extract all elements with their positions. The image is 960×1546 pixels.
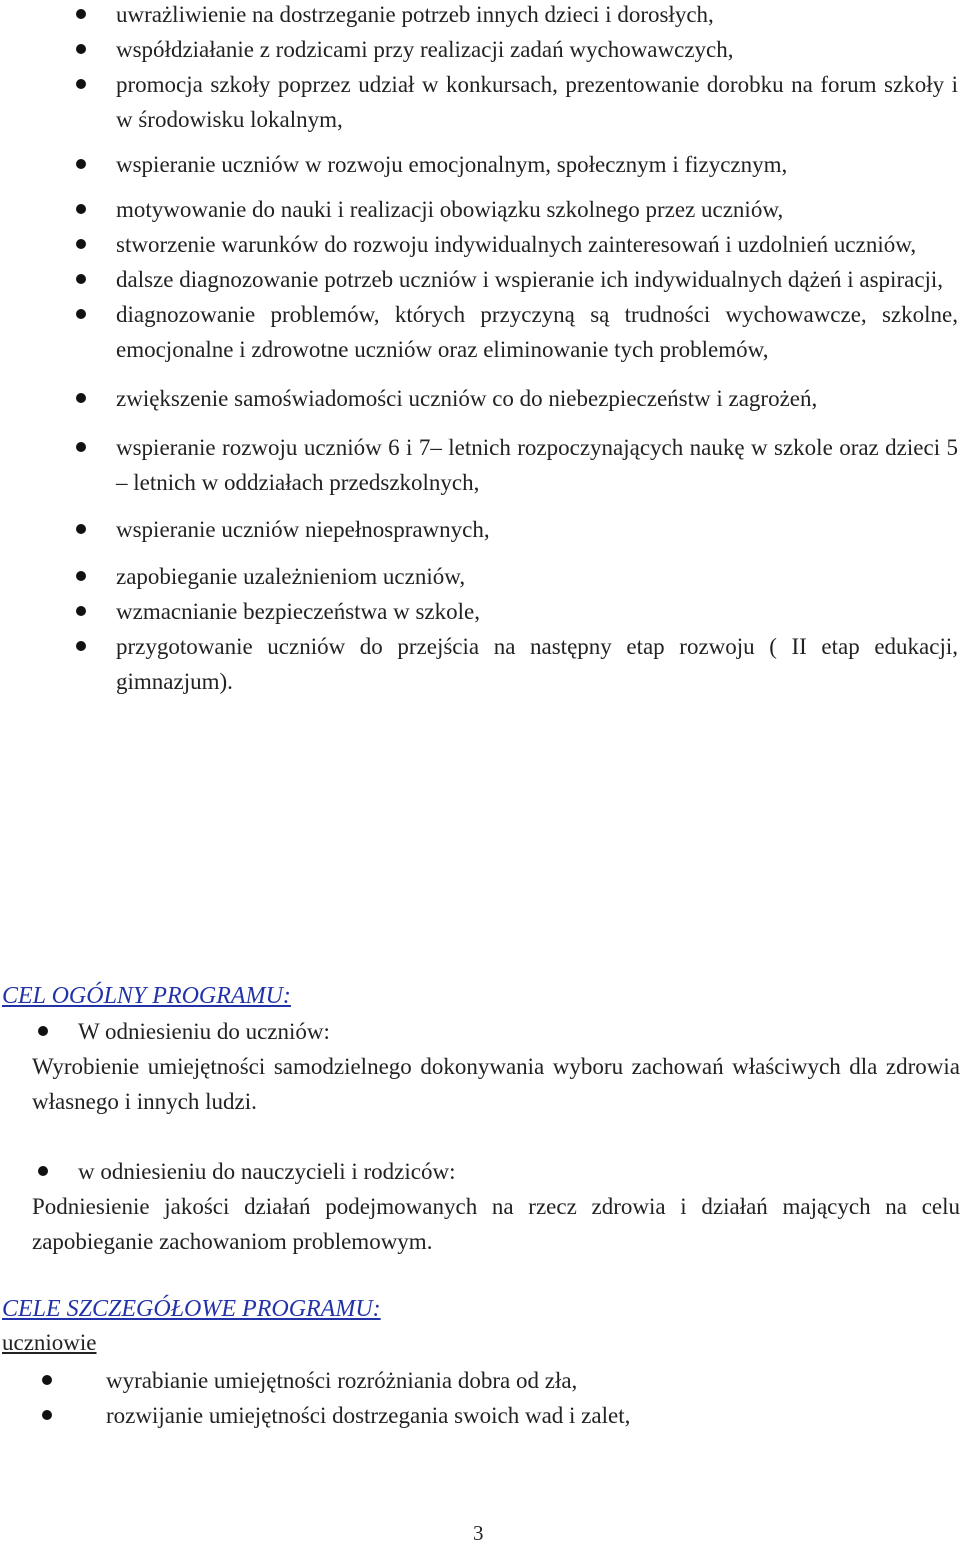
list-item-text: dalsze diagnozowanie potrzeb uczniów i wspieranie ich indywidualnych dążeń i aspiracji, — [116, 267, 944, 292]
bullet-icon — [76, 442, 86, 452]
list-item — [0, 67, 960, 137]
bullet-icon — [38, 1026, 48, 1036]
list-item-text: diagnozowanie problemów, których przyczyną są trudności wychowawcze, szkolne, emocjonalne i zdrowotne uczniów oraz eliminowanie tych problemów, — [116, 302, 958, 362]
list-item-text: promocja szkoły poprzez udział w konkursach, prezentowanie dorobku na forum szkoły i w środowisku lokalnym, — [116, 72, 958, 132]
list-item — [0, 1363, 960, 1398]
students-label: W odniesieniu do uczniów: — [78, 1019, 330, 1044]
detailed-goals-list — [0, 1363, 960, 1433]
bullet-icon — [76, 239, 86, 249]
parents-goal-text: Podniesienie jakości działań podejmowanych na rzecz zdrowia i działań mających na celu zapobieganie zachowaniom problemowym. — [32, 1194, 960, 1254]
list-item-text: zwiększenie samoświadomości uczniów co do niebezpieczeństw i zagrożeń, — [116, 386, 818, 411]
list-item — [0, 262, 960, 297]
list-item-text: współdziałanie z rodzicami przy realizacji zadań wychowawczych, — [116, 37, 734, 62]
list-item-text: zapobieganie uzależnieniom uczniów, — [116, 564, 466, 589]
list-item-text: uwrażliwienie na dostrzeganie potrzeb innych dzieci i dorosłych, — [116, 2, 714, 27]
list-item — [0, 227, 960, 262]
list-item — [0, 381, 960, 416]
bullet-icon — [76, 606, 86, 616]
list-item-text: stworzenie warunków do rozwoju indywidualnych zainteresowań i uzdolnień uczniów, — [116, 232, 917, 257]
parents-label: w odniesieniu do nauczycieli i rodziców: — [78, 1159, 456, 1184]
list-item — [0, 629, 960, 699]
detailed-goals-heading: CELE SZCZEGÓŁOWE PROGRAMU: — [2, 1296, 381, 1322]
list-item — [0, 32, 960, 67]
bullet-icon — [76, 393, 86, 403]
list-item — [0, 192, 960, 227]
list-item — [0, 297, 960, 367]
bullet-icon — [42, 1375, 52, 1385]
page-number: 3 — [473, 1521, 484, 1545]
bullet-icon — [76, 309, 86, 319]
bullet-icon — [76, 79, 86, 89]
list-item-text: wyrabianie umiejętności rozróżniania dobra od zła, — [106, 1368, 578, 1393]
list-item — [0, 512, 960, 547]
list-item-text: przygotowanie uczniów do przejścia na następny etap rozwoju ( II etap edukacji, gimnazjum). — [116, 634, 958, 694]
list-item — [0, 594, 960, 629]
general-goal-heading: CEL OGÓLNY PROGRAMU: — [2, 983, 291, 1009]
intro-bullet-list — [0, 0, 960, 699]
list-item-text: wspieranie uczniów w rozwoju emocjonalnym, społecznym i fizycznym, — [116, 152, 788, 177]
bullet-icon — [42, 1410, 52, 1420]
bullet-icon — [76, 641, 86, 651]
bullet-icon — [76, 9, 86, 19]
list-item — [0, 559, 960, 594]
list-item-text: wspieranie uczniów niepełnosprawnych, — [116, 517, 490, 542]
list-item-text: wspieranie rozwoju uczniów 6 i 7– letnich rozpoczynających naukę w szkole oraz dzieci 5 – letnich w oddziałach przedszkolnych, — [116, 435, 958, 495]
list-item — [0, 147, 960, 182]
students-subheading: uczniowie — [2, 1330, 97, 1355]
bullet-icon — [76, 524, 86, 534]
bullet-icon — [38, 1166, 48, 1176]
list-item-text: rozwijanie umiejętności dostrzegania swoich wad i zalet, — [106, 1403, 631, 1428]
bullet-icon — [76, 274, 86, 284]
list-item-text: motywowanie do nauki i realizacji obowiązku szkolnego przez uczniów, — [116, 197, 784, 222]
bullet-icon — [76, 204, 86, 214]
students-goal-text: Wyrobienie umiejętności samodzielnego dokonywania wyboru zachowań właściwych dla zdrowia własnego i innych ludzi. — [32, 1054, 960, 1114]
list-item — [0, 0, 960, 32]
bullet-icon — [76, 159, 86, 169]
bullet-icon — [76, 44, 86, 54]
bullet-icon — [76, 571, 86, 581]
list-item — [0, 430, 960, 500]
list-item — [0, 1398, 960, 1433]
list-item-text: wzmacnianie bezpieczeństwa w szkole, — [116, 599, 480, 624]
